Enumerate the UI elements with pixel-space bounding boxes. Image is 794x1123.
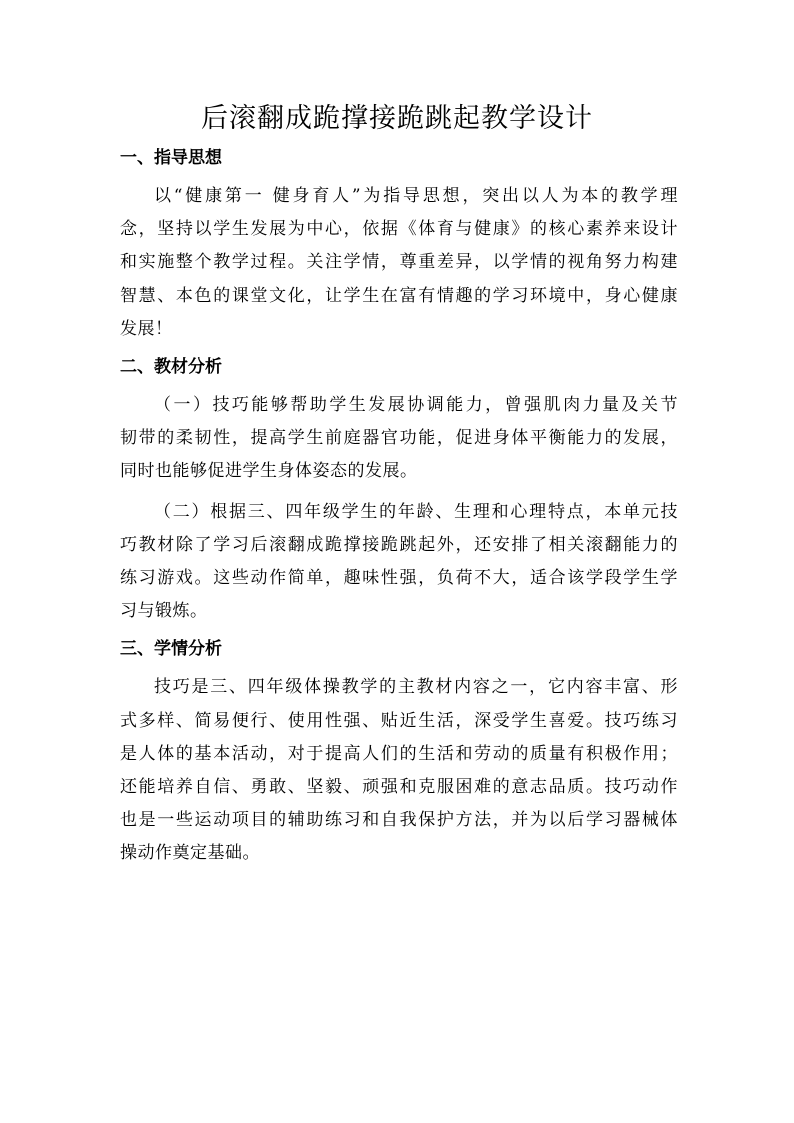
section-heading-material-analysis: 二、教材分析 xyxy=(120,357,222,378)
paragraph xyxy=(120,389,678,489)
paragraph xyxy=(120,496,678,629)
document-body xyxy=(120,144,678,878)
text-line: 练习游戏。这些动作简单，趣味性强，负荷不大，适合该学段学生学 xyxy=(120,568,678,589)
text-line: （一）技巧能够帮助学生发展协调能力，曾强肌肉力量及关节 xyxy=(154,395,678,416)
paragraph xyxy=(120,180,678,346)
text-line: 智慧、本色的课堂文化，让学生在富有情趣的学习环境中，身心健康 xyxy=(120,285,678,306)
document-title: 后滚翻成跪撑接跪跳起教学设计 xyxy=(201,103,593,134)
section-heading-learner-analysis: 三、学情分析 xyxy=(120,639,222,660)
text-line: 巧教材除了学习后滚翻成跪撑接跪跳起外，还安排了相关滚翻能力的 xyxy=(120,534,678,555)
text-line: 还能培养自信、勇敢、坚毅、顽强和克服困难的意志品质。技巧动作 xyxy=(120,777,678,798)
text-line: （二）根据三、四年级学生的年龄、生理和心理特点，本单元技 xyxy=(154,501,678,522)
text-line: 也是一些运动项目的辅助练习和自我保护方法，并为以后学习器械体 xyxy=(120,810,678,831)
text-line: 技巧是三、四年级体操教学的主教材内容之一，它内容丰富、形 xyxy=(154,677,678,698)
text-line: 同时也能够促进学生身体姿态的发展。 xyxy=(120,461,418,482)
text-line: 以“健康第一 健身育人”为指导思想，突出以人为本的教学理 xyxy=(154,186,678,206)
text-line: 是人体的基本活动，对于提高人们的生活和劳动的质量有积极作用； xyxy=(120,743,678,764)
paragraph xyxy=(120,671,678,870)
text-line: 和实施整个教学过程。关注学情，尊重差异，以学情的视角努力构建 xyxy=(120,252,678,273)
text-line: 发展！ xyxy=(120,318,173,339)
text-line: 念，坚持以学生发展为中心，依据《体育与健康》的核心素养来设计 xyxy=(120,219,678,240)
text-line: 韧带的柔韧性，提高学生前庭器官功能，促进身体平衡能力的发展， xyxy=(120,428,678,449)
section-heading-guiding-thought: 一、指导思想 xyxy=(120,148,222,168)
text-line: 习与锻炼。 xyxy=(120,601,208,622)
text-line: 式多样、简易便行、使用性强、贴近生活，深受学生喜爱。技巧练习 xyxy=(120,710,678,731)
text-line: 操动作奠定基础。 xyxy=(120,843,260,864)
